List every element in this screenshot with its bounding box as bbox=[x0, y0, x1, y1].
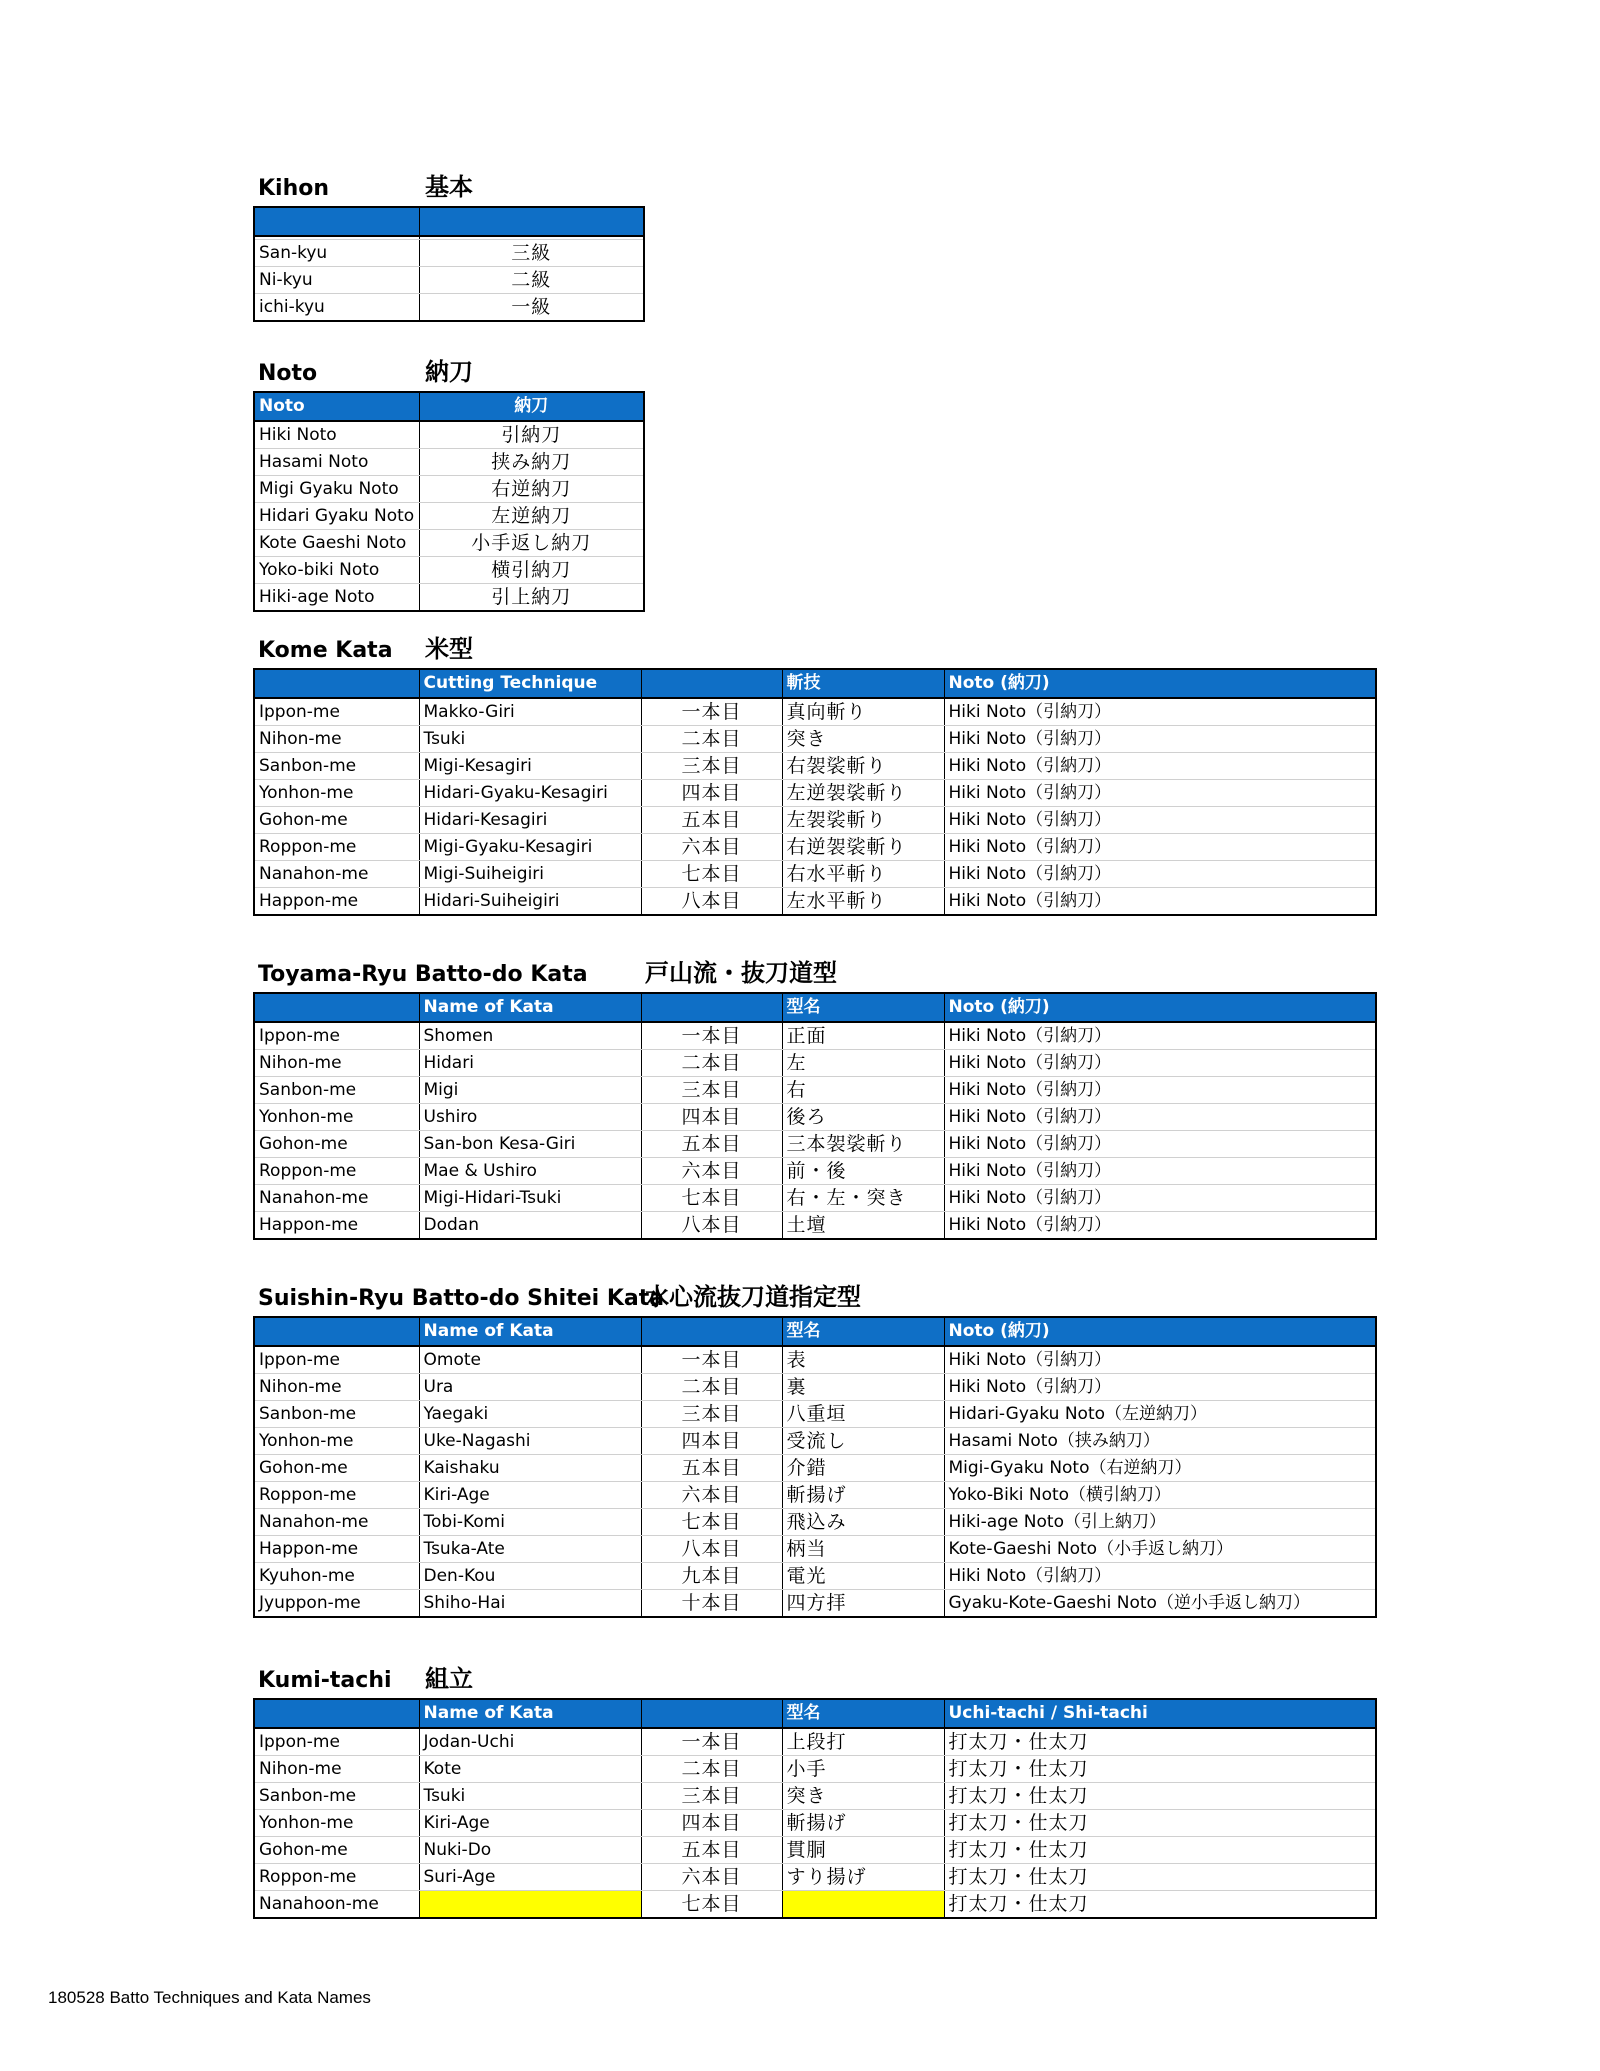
table-row bbox=[254, 1401, 1376, 1428]
cell: 右逆納刀 bbox=[419, 476, 644, 503]
cell: Den-Kou bbox=[419, 1563, 641, 1590]
cell: Hiki Noto（引納刀） bbox=[944, 1158, 1376, 1185]
cell: 斬揚げ bbox=[782, 1482, 944, 1509]
cell: 六本目 bbox=[641, 834, 782, 861]
suishin-kata-title: Suishin-Ryu Batto-do Shitei Kata bbox=[258, 1286, 665, 1311]
cell: 二本目 bbox=[641, 1756, 782, 1783]
kihon-title: Kihon bbox=[258, 176, 330, 201]
kome-kata-table bbox=[253, 668, 1377, 916]
cell: 正面 bbox=[782, 1022, 944, 1050]
table-row bbox=[254, 584, 644, 612]
header-cell: Noto (納刀) bbox=[944, 1317, 1376, 1346]
cell: Happon-me bbox=[254, 1212, 419, 1240]
cell: Hiki Noto（引納刀） bbox=[944, 1563, 1376, 1590]
cell: 一本目 bbox=[641, 1728, 782, 1756]
cell: Hiki Noto（引納刀） bbox=[944, 726, 1376, 753]
cell: Hiki Noto（引納刀） bbox=[944, 1131, 1376, 1158]
toyama-kata-table bbox=[253, 992, 1377, 1240]
cell: Hasami Noto bbox=[254, 449, 419, 476]
header-cell: Noto (納刀) bbox=[944, 993, 1376, 1022]
cell: Mae & Ushiro bbox=[419, 1158, 641, 1185]
cell: Tsuki bbox=[419, 1783, 641, 1810]
cell: 打太刀・仕太刀 bbox=[944, 1783, 1376, 1810]
cell: Nihon-me bbox=[254, 726, 419, 753]
cell: Roppon-me bbox=[254, 1158, 419, 1185]
cell: 十本目 bbox=[641, 1590, 782, 1618]
noto-title-jp: 納刀 bbox=[425, 358, 473, 386]
table-header bbox=[254, 392, 644, 421]
cell: 八本目 bbox=[641, 1212, 782, 1240]
cell: Gohon-me bbox=[254, 807, 419, 834]
table-row bbox=[254, 1455, 1376, 1482]
suishin-kata-table bbox=[253, 1316, 1377, 1618]
header-cell: 型名 bbox=[782, 1317, 944, 1346]
table-row bbox=[254, 530, 644, 557]
cell: Nuki-Do bbox=[419, 1837, 641, 1864]
cell: Kote Gaeshi Noto bbox=[254, 530, 419, 557]
kihon-table bbox=[253, 206, 645, 322]
cell: 四本目 bbox=[641, 1428, 782, 1455]
cell: Migi-Gyaku-Kesagiri bbox=[419, 834, 641, 861]
kumi-tachi-title-jp: 組立 bbox=[425, 1665, 473, 1693]
cell: Nanahon-me bbox=[254, 1509, 419, 1536]
cell: 電光 bbox=[782, 1563, 944, 1590]
cell: Uke-Nagashi bbox=[419, 1428, 641, 1455]
cell: Yonhon-me bbox=[254, 780, 419, 807]
cell: ichi-kyu bbox=[254, 294, 419, 322]
cell: Shomen bbox=[419, 1022, 641, 1050]
header-cell bbox=[641, 1317, 782, 1346]
cell: Hiki Noto（引納刀） bbox=[944, 1212, 1376, 1240]
cell: Nihon-me bbox=[254, 1756, 419, 1783]
cell: 右逆袈裟斬り bbox=[782, 834, 944, 861]
cell: 介錯 bbox=[782, 1455, 944, 1482]
table-header bbox=[254, 207, 644, 236]
header-cell: 納刀 bbox=[419, 392, 644, 421]
table-row bbox=[254, 1783, 1376, 1810]
cell: 四本目 bbox=[641, 780, 782, 807]
table-row bbox=[254, 834, 1376, 861]
table-row bbox=[254, 726, 1376, 753]
cell: 右・左・突き bbox=[782, 1185, 944, 1212]
cell: Nanahon-me bbox=[254, 1185, 419, 1212]
cell: Migi-Suiheigiri bbox=[419, 861, 641, 888]
cell: Yonhon-me bbox=[254, 1428, 419, 1455]
header-cell: Cutting Technique bbox=[419, 669, 641, 698]
cell: Hiki Noto（引納刀） bbox=[944, 753, 1376, 780]
cell: すり揚げ bbox=[782, 1864, 944, 1891]
noto-section bbox=[253, 357, 645, 612]
cell: Nanahoon-me bbox=[254, 1891, 419, 1919]
cell: Hidari-Kesagiri bbox=[419, 807, 641, 834]
cell: 二本目 bbox=[641, 1374, 782, 1401]
cell: 七本目 bbox=[641, 1185, 782, 1212]
cell: Ippon-me bbox=[254, 1346, 419, 1374]
header-cell bbox=[254, 1699, 419, 1728]
kumi-tachi-table bbox=[253, 1698, 1377, 1919]
cell: 飛込み bbox=[782, 1509, 944, 1536]
cell: Dodan bbox=[419, 1212, 641, 1240]
cell: 土壇 bbox=[782, 1212, 944, 1240]
kumi-tachi-section bbox=[253, 1664, 1377, 1919]
kumi-tachi-title: Kumi-tachi bbox=[258, 1668, 392, 1693]
cell: Omote bbox=[419, 1346, 641, 1374]
cell: Hidari Gyaku Noto bbox=[254, 503, 419, 530]
cell: 三本目 bbox=[641, 753, 782, 780]
cell: Hidari-Gyaku-Kesagiri bbox=[419, 780, 641, 807]
cell: 打太刀・仕太刀 bbox=[944, 1810, 1376, 1837]
cell: Sanbon-me bbox=[254, 1401, 419, 1428]
cell: Hiki Noto（引納刀） bbox=[944, 780, 1376, 807]
cell: 前・後 bbox=[782, 1158, 944, 1185]
cell: Ni-kyu bbox=[254, 267, 419, 294]
cell: 一本目 bbox=[641, 698, 782, 726]
highlighted-empty-cell bbox=[419, 1891, 641, 1919]
cell: 七本目 bbox=[641, 1509, 782, 1536]
cell: Jodan-Uchi bbox=[419, 1728, 641, 1756]
kome-kata-section bbox=[253, 634, 1377, 916]
cell: 斬揚げ bbox=[782, 1810, 944, 1837]
cell: Kiri-Age bbox=[419, 1810, 641, 1837]
cell: 挟み納刀 bbox=[419, 449, 644, 476]
cell: Yonhon-me bbox=[254, 1810, 419, 1837]
header-cell: Noto bbox=[254, 392, 419, 421]
cell: Hidari-Gyaku Noto（左逆納刀） bbox=[944, 1401, 1376, 1428]
cell: 四本目 bbox=[641, 1810, 782, 1837]
header-cell: Name of Kata bbox=[419, 1317, 641, 1346]
cell: Tsuki bbox=[419, 726, 641, 753]
table-row bbox=[254, 1158, 1376, 1185]
table-row bbox=[254, 1756, 1376, 1783]
table-row bbox=[254, 1104, 1376, 1131]
cell: Hiki Noto（引納刀） bbox=[944, 698, 1376, 726]
cell: Ippon-me bbox=[254, 1728, 419, 1756]
table-row bbox=[254, 449, 644, 476]
cell: 柄当 bbox=[782, 1536, 944, 1563]
cell: 五本目 bbox=[641, 807, 782, 834]
table-row bbox=[254, 1563, 1376, 1590]
cell: 二本目 bbox=[641, 726, 782, 753]
table-row bbox=[254, 1050, 1376, 1077]
cell: 打太刀・仕太刀 bbox=[944, 1837, 1376, 1864]
cell: Yoko-biki Noto bbox=[254, 557, 419, 584]
cell: Gohon-me bbox=[254, 1455, 419, 1482]
header-cell: 型名 bbox=[782, 993, 944, 1022]
cell: 一本目 bbox=[641, 1346, 782, 1374]
header-cell: Uchi-tachi / Shi-tachi bbox=[944, 1699, 1376, 1728]
kihon-title-jp: 基本 bbox=[425, 173, 473, 201]
cell: 六本目 bbox=[641, 1482, 782, 1509]
table-row bbox=[254, 1891, 1376, 1919]
header-cell bbox=[254, 1317, 419, 1346]
footer-text: 180528 Batto Techniques and Kata Names bbox=[48, 1988, 371, 2007]
table-row bbox=[254, 1428, 1376, 1455]
cell: Migi-Kesagiri bbox=[419, 753, 641, 780]
table-header bbox=[254, 1699, 1376, 1728]
cell: Yaegaki bbox=[419, 1401, 641, 1428]
cell: 五本目 bbox=[641, 1455, 782, 1482]
cell: Hiki-age Noto bbox=[254, 584, 419, 612]
cell: Hiki Noto（引納刀） bbox=[944, 861, 1376, 888]
cell: 八本目 bbox=[641, 888, 782, 916]
table-row bbox=[254, 1864, 1376, 1891]
cell: 六本目 bbox=[641, 1158, 782, 1185]
table-row bbox=[254, 1509, 1376, 1536]
cell: 後ろ bbox=[782, 1104, 944, 1131]
cell: Migi bbox=[419, 1077, 641, 1104]
table-row bbox=[254, 1837, 1376, 1864]
cell: Nihon-me bbox=[254, 1050, 419, 1077]
cell: San-kyu bbox=[254, 240, 419, 267]
cell: 受流し bbox=[782, 1428, 944, 1455]
cell: Hiki Noto（引納刀） bbox=[944, 807, 1376, 834]
cell: Hiki Noto（引納刀） bbox=[944, 1077, 1376, 1104]
table-row bbox=[254, 1482, 1376, 1509]
table-row bbox=[254, 503, 644, 530]
header-cell: Name of Kata bbox=[419, 1699, 641, 1728]
header-cell bbox=[419, 207, 644, 236]
cell: 打太刀・仕太刀 bbox=[944, 1756, 1376, 1783]
cell: 上段打 bbox=[782, 1728, 944, 1756]
cell: Hiki Noto（引納刀） bbox=[944, 888, 1376, 916]
cell: Happon-me bbox=[254, 888, 419, 916]
cell: 八本目 bbox=[641, 1536, 782, 1563]
cell: Kiri-Age bbox=[419, 1482, 641, 1509]
cell: 真向斬り bbox=[782, 698, 944, 726]
cell: Hiki Noto（引納刀） bbox=[944, 1050, 1376, 1077]
cell: Kaishaku bbox=[419, 1455, 641, 1482]
cell: 六本目 bbox=[641, 1864, 782, 1891]
cell: Roppon-me bbox=[254, 1482, 419, 1509]
cell: Suri-Age bbox=[419, 1864, 641, 1891]
table-row bbox=[254, 1810, 1376, 1837]
cell: 八重垣 bbox=[782, 1401, 944, 1428]
cell: Hidari-Suiheigiri bbox=[419, 888, 641, 916]
cell: Tobi-Komi bbox=[419, 1509, 641, 1536]
kihon-section bbox=[253, 172, 645, 322]
table-row bbox=[254, 1536, 1376, 1563]
table-row bbox=[254, 557, 644, 584]
cell: 裏 bbox=[782, 1374, 944, 1401]
cell: 左逆納刀 bbox=[419, 503, 644, 530]
header-cell: 型名 bbox=[782, 1699, 944, 1728]
cell: 突き bbox=[782, 726, 944, 753]
cell: San-bon Kesa-Giri bbox=[419, 1131, 641, 1158]
header-cell: 斬技 bbox=[782, 669, 944, 698]
table-row bbox=[254, 1728, 1376, 1756]
cell: 表 bbox=[782, 1346, 944, 1374]
cell: 小手返し納刀 bbox=[419, 530, 644, 557]
table-row bbox=[254, 267, 644, 294]
table-header bbox=[254, 993, 1376, 1022]
cell: 小手 bbox=[782, 1756, 944, 1783]
cell: Roppon-me bbox=[254, 834, 419, 861]
cell: Hiki-age Noto（引上納刀） bbox=[944, 1509, 1376, 1536]
cell: Happon-me bbox=[254, 1536, 419, 1563]
table-row bbox=[254, 294, 644, 322]
table-row bbox=[254, 240, 644, 267]
kome-kata-title: Kome Kata bbox=[258, 638, 393, 663]
table-row bbox=[254, 1374, 1376, 1401]
cell: Hiki Noto（引納刀） bbox=[944, 1346, 1376, 1374]
cell: Yonhon-me bbox=[254, 1104, 419, 1131]
cell: Roppon-me bbox=[254, 1864, 419, 1891]
cell: Makko-Giri bbox=[419, 698, 641, 726]
cell: 二級 bbox=[419, 267, 644, 294]
header-cell bbox=[254, 669, 419, 698]
cell: Yoko-Biki Noto（横引納刀） bbox=[944, 1482, 1376, 1509]
table-row bbox=[254, 888, 1376, 916]
cell: Hasami Noto（挟み納刀） bbox=[944, 1428, 1376, 1455]
table-row bbox=[254, 421, 644, 449]
toyama-kata-title-jp: 戸山流・抜刀道型 bbox=[645, 959, 837, 987]
cell: Gyaku-Kote-Gaeshi Noto（逆小手返し納刀） bbox=[944, 1590, 1376, 1618]
toyama-kata-title: Toyama-Ryu Batto-do Kata bbox=[258, 962, 588, 987]
cell: 三級 bbox=[419, 240, 644, 267]
cell: Shiho-Hai bbox=[419, 1590, 641, 1618]
cell: 三本目 bbox=[641, 1783, 782, 1810]
cell: Kote bbox=[419, 1756, 641, 1783]
cell: 貫胴 bbox=[782, 1837, 944, 1864]
cell: 九本目 bbox=[641, 1563, 782, 1590]
cell: 三本目 bbox=[641, 1077, 782, 1104]
cell: Ippon-me bbox=[254, 1022, 419, 1050]
cell: 七本目 bbox=[641, 861, 782, 888]
cell: 二本目 bbox=[641, 1050, 782, 1077]
cell: Hiki Noto（引納刀） bbox=[944, 1374, 1376, 1401]
table-row bbox=[254, 1131, 1376, 1158]
suishin-kata-section bbox=[253, 1282, 1377, 1618]
cell: 一本目 bbox=[641, 1022, 782, 1050]
cell: 五本目 bbox=[641, 1131, 782, 1158]
cell: 左 bbox=[782, 1050, 944, 1077]
cell: 三本袈裟斬り bbox=[782, 1131, 944, 1158]
header-cell bbox=[641, 993, 782, 1022]
header-cell bbox=[641, 669, 782, 698]
table-row bbox=[254, 1212, 1376, 1240]
cell: Hiki Noto（引納刀） bbox=[944, 1185, 1376, 1212]
cell: 引上納刀 bbox=[419, 584, 644, 612]
table-row bbox=[254, 753, 1376, 780]
cell: 右袈裟斬り bbox=[782, 753, 944, 780]
cell: Migi-Hidari-Tsuki bbox=[419, 1185, 641, 1212]
cell: Sanbon-me bbox=[254, 1077, 419, 1104]
cell: 打太刀・仕太刀 bbox=[944, 1891, 1376, 1919]
cell: 左逆袈裟斬り bbox=[782, 780, 944, 807]
cell: Migi-Gyaku Noto（右逆納刀） bbox=[944, 1455, 1376, 1482]
cell: Ippon-me bbox=[254, 698, 419, 726]
noto-title: Noto bbox=[258, 361, 318, 386]
noto-table bbox=[253, 391, 645, 612]
table-row bbox=[254, 1077, 1376, 1104]
table-row bbox=[254, 780, 1376, 807]
header-cell bbox=[254, 207, 419, 236]
cell: 打太刀・仕太刀 bbox=[944, 1864, 1376, 1891]
cell: Sanbon-me bbox=[254, 1783, 419, 1810]
cell: Ushiro bbox=[419, 1104, 641, 1131]
cell: 四本目 bbox=[641, 1104, 782, 1131]
cell: Migi Gyaku Noto bbox=[254, 476, 419, 503]
cell: Gohon-me bbox=[254, 1837, 419, 1864]
cell: Hiki Noto（引納刀） bbox=[944, 1022, 1376, 1050]
cell: Kote-Gaeshi Noto（小手返し納刀） bbox=[944, 1536, 1376, 1563]
cell: Jyuppon-me bbox=[254, 1590, 419, 1618]
table-row bbox=[254, 698, 1376, 726]
cell: 打太刀・仕太刀 bbox=[944, 1728, 1376, 1756]
toyama-kata-section bbox=[253, 958, 1377, 1240]
table-row bbox=[254, 1590, 1376, 1618]
cell: 右 bbox=[782, 1077, 944, 1104]
header-cell: Noto (納刀) bbox=[944, 669, 1376, 698]
highlighted-empty-cell bbox=[782, 1891, 944, 1919]
kome-kata-title-jp: 米型 bbox=[425, 635, 473, 663]
cell: 七本目 bbox=[641, 1891, 782, 1919]
cell: 右水平斬り bbox=[782, 861, 944, 888]
cell: Gohon-me bbox=[254, 1131, 419, 1158]
cell: Nanahon-me bbox=[254, 861, 419, 888]
table-header bbox=[254, 1317, 1376, 1346]
cell: 四方拝 bbox=[782, 1590, 944, 1618]
cell: Sanbon-me bbox=[254, 753, 419, 780]
cell: 左袈裟斬り bbox=[782, 807, 944, 834]
cell: Ura bbox=[419, 1374, 641, 1401]
table-row bbox=[254, 1022, 1376, 1050]
table-row bbox=[254, 476, 644, 503]
header-cell bbox=[641, 1699, 782, 1728]
cell: Hiki Noto（引納刀） bbox=[944, 834, 1376, 861]
cell: Hiki Noto（引納刀） bbox=[944, 1104, 1376, 1131]
cell: 五本目 bbox=[641, 1837, 782, 1864]
cell: 一級 bbox=[419, 294, 644, 322]
cell: Hidari bbox=[419, 1050, 641, 1077]
cell: 突き bbox=[782, 1783, 944, 1810]
table-row bbox=[254, 807, 1376, 834]
suishin-kata-title-jp: 水心流抜刀道指定型 bbox=[645, 1283, 861, 1311]
header-cell bbox=[254, 993, 419, 1022]
table-row bbox=[254, 1346, 1376, 1374]
cell: 三本目 bbox=[641, 1401, 782, 1428]
cell: 引納刀 bbox=[419, 421, 644, 449]
cell: 左水平斬り bbox=[782, 888, 944, 916]
header-cell: Name of Kata bbox=[419, 993, 641, 1022]
table-row bbox=[254, 861, 1376, 888]
cell: 横引納刀 bbox=[419, 557, 644, 584]
cell: Nihon-me bbox=[254, 1374, 419, 1401]
table-header bbox=[254, 669, 1376, 698]
cell: Kyuhon-me bbox=[254, 1563, 419, 1590]
cell: Tsuka-Ate bbox=[419, 1536, 641, 1563]
cell: Hiki Noto bbox=[254, 421, 419, 449]
table-row bbox=[254, 1185, 1376, 1212]
